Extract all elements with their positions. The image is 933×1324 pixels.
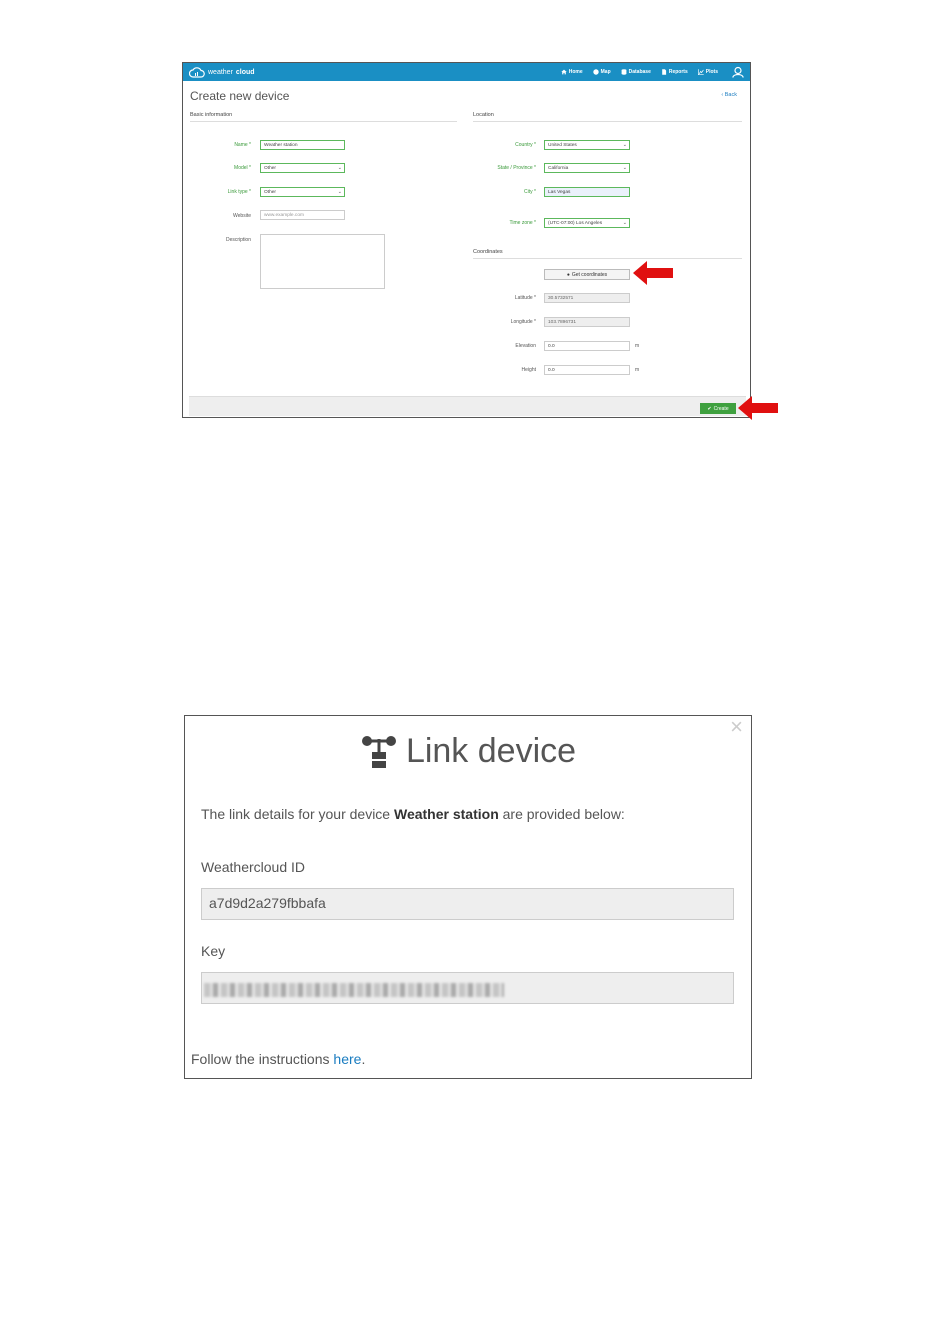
- name-input[interactable]: Weather station: [260, 140, 345, 150]
- weathercloud-id-field[interactable]: a7d9d2a279fbbafa: [201, 888, 734, 920]
- link-type-select[interactable]: [260, 187, 345, 197]
- country-label: Country *: [515, 142, 536, 148]
- document-icon: [661, 69, 667, 75]
- page-title: Create new device: [190, 89, 290, 103]
- globe-icon: ●: [566, 271, 570, 278]
- chevron-down-icon: ⌄: [622, 220, 627, 226]
- state-value: California: [548, 166, 569, 171]
- brand-prefix: weather: [208, 68, 233, 76]
- brand-logo[interactable]: [189, 67, 255, 78]
- nav-plots-label: Plots: [705, 69, 718, 75]
- weathercloud-id-label: Weathercloud ID: [201, 859, 306, 875]
- latitude-label: Latitude *: [514, 295, 536, 301]
- longitude-input[interactable]: 103.7896731: [544, 317, 630, 327]
- elevation-label: Elevation: [515, 343, 536, 349]
- chevron-down-icon: ⌄: [622, 165, 627, 171]
- weather-station-icon: [360, 734, 398, 770]
- chevron-down-icon: ⌄: [337, 165, 342, 171]
- longitude-label: Longitude *: [510, 319, 536, 325]
- instructions-link[interactable]: here: [333, 1051, 362, 1067]
- height-unit: m: [635, 367, 640, 373]
- home-icon: [561, 69, 567, 75]
- follow-post: .: [361, 1051, 366, 1067]
- dialog-title: [185, 732, 751, 771]
- model-label: Model *: [234, 165, 251, 171]
- timezone-label: Time zone *: [509, 220, 536, 226]
- red-arrow-icon: [737, 394, 779, 422]
- nav-reports[interactable]: [661, 69, 688, 75]
- website-input[interactable]: www.example.com: [260, 210, 345, 220]
- dialog-title-text: Link device: [405, 732, 577, 770]
- checkmark-icon: ✔: [707, 405, 712, 412]
- create-button[interactable]: [700, 403, 736, 414]
- form-footer: [189, 396, 746, 416]
- link-type-value: Other: [264, 190, 276, 195]
- brand-suffix: cloud: [235, 68, 255, 76]
- cloud-logo-icon: [189, 67, 205, 78]
- elevation-input[interactable]: 0.0: [544, 341, 630, 351]
- create-device-screenshot: [182, 62, 751, 418]
- close-icon[interactable]: ×: [730, 715, 743, 739]
- description-textarea[interactable]: [260, 234, 385, 289]
- chevron-down-icon: ⌄: [337, 189, 342, 195]
- nav-plots[interactable]: [698, 69, 718, 75]
- user-avatar-icon[interactable]: [732, 66, 744, 78]
- create-label: Create: [713, 405, 729, 412]
- key-field[interactable]: [201, 972, 734, 1004]
- follow-instructions: [191, 1051, 365, 1067]
- key-label: Key: [201, 943, 226, 959]
- timezone-value: (UTC-07:00) Los Angeles: [548, 221, 603, 226]
- nav-database[interactable]: [621, 69, 651, 75]
- city-input[interactable]: Las Vegas: [544, 187, 630, 197]
- back-link[interactable]: [721, 92, 737, 98]
- section-basic-information: Basic information: [190, 112, 457, 122]
- nav-database-label: Database: [628, 69, 651, 75]
- model-select[interactable]: [260, 163, 345, 173]
- elevation-unit: m: [635, 343, 640, 349]
- intro-text: [201, 806, 625, 822]
- line-chart-icon: [698, 69, 704, 75]
- link-type-label: Link type *: [227, 189, 251, 195]
- nav-map[interactable]: [593, 69, 611, 75]
- section-coordinates: Coordinates: [473, 249, 742, 259]
- model-value: Other: [264, 166, 276, 171]
- follow-pre: Follow the instructions: [191, 1051, 334, 1067]
- height-label: Height: [521, 367, 536, 373]
- section-location: Location: [473, 112, 742, 122]
- website-label: Website: [233, 213, 251, 219]
- get-coordinates-button[interactable]: [544, 269, 630, 280]
- country-select[interactable]: [544, 140, 630, 150]
- chevron-down-icon: ⌄: [622, 142, 627, 148]
- get-coordinates-label: Get coordinates: [571, 271, 608, 278]
- city-label: City *: [524, 189, 536, 195]
- state-label: State / Province *: [497, 165, 536, 171]
- intro-pre: The link details for your device: [201, 806, 394, 822]
- state-select[interactable]: [544, 163, 630, 173]
- nav-home[interactable]: [561, 69, 583, 75]
- latitude-input[interactable]: 30.5732571: [544, 293, 630, 303]
- name-label: Name *: [234, 142, 251, 148]
- key-redacted: [204, 983, 504, 997]
- globe-icon: [593, 69, 599, 75]
- red-arrow-icon: [632, 259, 674, 287]
- height-input[interactable]: 0.0: [544, 365, 630, 375]
- database-icon: [621, 69, 627, 75]
- intro-post: are provided below:: [498, 806, 625, 822]
- nav-home-label: Home: [568, 69, 583, 75]
- nav-map-label: Map: [600, 69, 611, 75]
- description-label: Description: [225, 237, 251, 243]
- link-device-dialog: [184, 715, 752, 1079]
- device-name: Weather station: [393, 806, 499, 822]
- timezone-select[interactable]: [544, 218, 630, 228]
- navbar: [183, 63, 750, 81]
- nav-reports-label: Reports: [668, 69, 688, 75]
- country-value: United States: [548, 143, 577, 148]
- chevron-left-icon: ‹: [721, 92, 725, 98]
- back-label: Back: [724, 92, 737, 98]
